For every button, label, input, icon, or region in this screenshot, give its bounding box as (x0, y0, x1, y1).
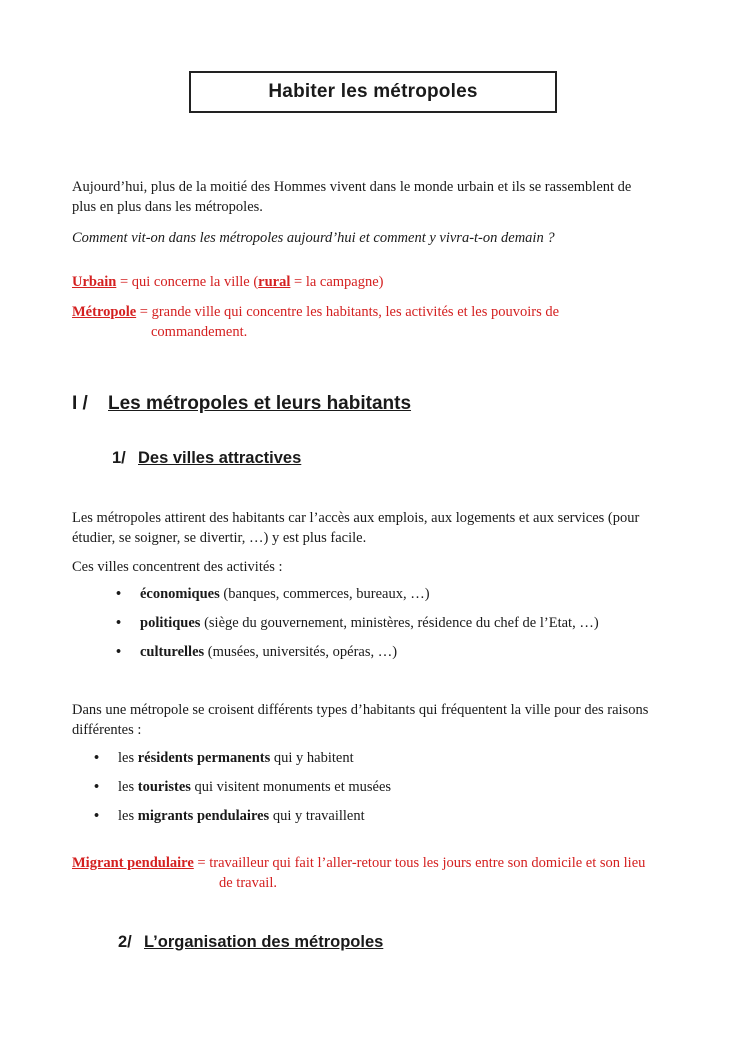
subsection-number: 2/ (118, 933, 132, 951)
inhabitants-list (94, 750, 391, 837)
term-rural: rural (258, 274, 291, 290)
subsection-heading (118, 933, 383, 952)
list-item-bold: résidents permanents (137, 750, 271, 766)
definition-metropole (72, 302, 682, 342)
list-item-bold: politiques (140, 615, 201, 631)
bullet-icon: • (94, 808, 100, 824)
intro-line: plus en plus dans les métropoles. (72, 199, 263, 215)
list-item-text: les (118, 808, 138, 824)
subsection-title: L’organisation des métropoles (144, 933, 384, 951)
paragraph-line: étudier, se soigner, se divertir, …) y est plus facile. (72, 530, 367, 546)
list-item-bold: migrants pendulaires (137, 808, 270, 824)
subsection-number: 1/ (112, 449, 126, 467)
list-item (94, 750, 391, 779)
paragraph-inhabitants (72, 700, 692, 740)
list-item-text: qui visitent monuments et musées (190, 779, 392, 795)
section-number: I / (72, 393, 88, 414)
paragraph-line: différentes : (72, 722, 142, 738)
term-migrant-pendulaire: Migrant pendulaire (72, 855, 194, 871)
list-item-bold: culturelles (140, 644, 205, 660)
list-item (94, 779, 391, 808)
bullet-icon: • (94, 779, 100, 795)
paragraph-line: Ces villes concentrent des activités : (72, 559, 283, 575)
definition-text: = grande ville qui concentre les habitants, les activités et les pouvoirs de (136, 304, 560, 320)
term-urbain: Urbain (72, 274, 117, 290)
list-item-bold: touristes (137, 779, 191, 795)
term-metropole: Métropole (72, 304, 137, 320)
intro-question: Comment vit-on dans les métropoles aujourd’hui et comment y vivra-t-on demain ? (72, 230, 555, 246)
subsection-title: Des villes attractives (138, 449, 302, 467)
list-item-text: les (118, 750, 138, 766)
bullet-icon: • (116, 615, 122, 631)
list-item-bold: économiques (140, 586, 220, 602)
list-item-text: (banques, commerces, bureaux, …) (219, 586, 430, 602)
list-item-text: les (118, 779, 138, 795)
bullet-icon: • (94, 750, 100, 766)
paragraph-line: Les métropoles attirent des habitants car l’accès aux emplois, aux logements et aux services (pour (72, 510, 640, 526)
paragraph-attractivity (72, 508, 682, 577)
definition-urbain (72, 272, 682, 292)
definition-text: de travail. (219, 875, 277, 891)
definition-text: = qui concerne la ville ( (116, 274, 259, 290)
list-item-text: qui y travaillent (269, 808, 365, 824)
list-item-text: (musées, universités, opéras, …) (204, 644, 398, 660)
bullet-icon: • (116, 644, 122, 660)
activities-list (116, 586, 599, 673)
page-title: Habiter les métropoles (189, 71, 557, 113)
bullet-icon: • (116, 586, 122, 602)
list-item (116, 615, 599, 644)
section-heading (72, 393, 411, 415)
paragraph-line: Dans une métropole se croisent différents types d’habitants qui fréquentent la ville pour des raisons (72, 702, 649, 718)
section-title: Les métropoles et leurs habitants (108, 393, 412, 414)
intro-paragraph (72, 177, 682, 217)
list-item-text: (siège du gouvernement, ministères, résidence du chef de l’Etat, …) (200, 615, 599, 631)
intro-line: Aujourd’hui, plus de la moitié des Hommes vivent dans le monde urbain et ils se rassemblent de (72, 179, 632, 195)
definition-text: = travailleur qui fait l’aller-retour tous les jours entre son domicile et son lieu (193, 855, 646, 871)
definition-text: = la campagne) (290, 274, 384, 290)
list-item-text: qui y habitent (270, 750, 354, 766)
definition-text: commandement. (151, 324, 248, 340)
subsection-heading (112, 449, 301, 468)
list-item (116, 644, 599, 673)
definition-migrant (72, 853, 682, 893)
list-item (116, 586, 599, 615)
list-item (94, 808, 391, 837)
